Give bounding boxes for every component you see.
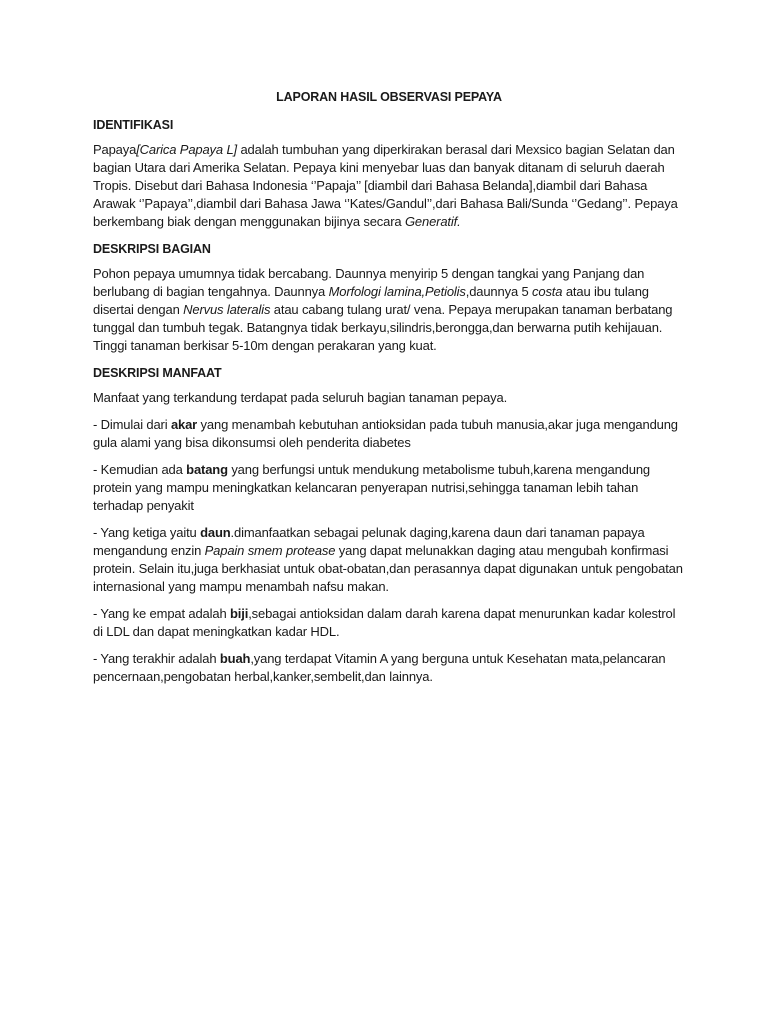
italic-term: [Carica Papaya L]: [136, 142, 237, 157]
section: [93, 240, 685, 355]
section: [93, 364, 685, 686]
text-run: - Yang ketiga yaitu: [93, 525, 201, 540]
bold-term: daun: [200, 525, 231, 540]
italic-term: Nervus lateralis: [183, 302, 271, 317]
text-run: yang dapat melunakkan daging atau mengubah konfirmasi protein. Selain itu,juga berkhasiat untuk obat-obatan,dan perasannya dapat digunakan untuk pengobatan internasional yang mampu menambah nafsu makan.: [93, 543, 683, 594]
text-run: .dimanfaatkan sebagai pelunak daging,karena daun dari tanaman papaya mengandung enzin: [93, 525, 645, 558]
section-heading: DESKRIPSI MANFAAT: [93, 366, 222, 380]
bold-term: batang: [186, 462, 228, 477]
paragraph: [93, 416, 685, 452]
text-run: - Yang ke empat adalah: [93, 606, 230, 621]
text-run: Manfaat yang terkandung terdapat pada seluruh bagian tanaman pepaya.: [93, 390, 508, 405]
paragraph: [93, 650, 685, 686]
text-run: Pohon pepaya umumnya tidak bercabang. Daunnya menyirip 5 dengan tangkai yang Panjang dan berlubang di bagian tengahnya. Daunnya: [93, 266, 645, 299]
text-run: Papaya: [93, 142, 137, 157]
text-run: atau ibu tulang disertai dengan: [93, 284, 649, 317]
text-run: yang berfungsi untuk mendukung metabolisme tubuh,karena mengandung protein yang mampu meningkatkan kelancaran penyerapan nutrisi,sehingga tanaman lebih tahan terhadap penyakit: [93, 462, 651, 513]
paragraph: [93, 524, 685, 596]
italic-term: Papain smem protease: [204, 543, 336, 558]
text-run: - Kemudian ada: [93, 462, 187, 477]
section-heading: DESKRIPSI BAGIAN: [93, 242, 211, 256]
document-body: [93, 88, 685, 695]
text-run: - Dimulai dari: [93, 417, 171, 432]
text-run: ,sebagai antioksidan dalam darah karena dapat menurunkan kadar kolestrol di LDL dan dapat meningkatkan kadar HDL.: [93, 606, 676, 639]
section: [93, 116, 685, 231]
paragraph: [93, 265, 685, 355]
section-heading: IDENTIFIKASI: [93, 118, 174, 132]
text-run: - Yang terakhir adalah: [93, 651, 220, 666]
italic-term: Morfologi lamina,Petiolis: [328, 284, 466, 299]
bold-term: buah: [219, 651, 251, 666]
paragraph: [93, 461, 685, 515]
bold-term: biji: [230, 606, 249, 621]
paragraph: [93, 389, 685, 407]
paragraph: [93, 605, 685, 641]
text-run: adalah tumbuhan yang diperkirakan berasal dari Mexsico bagian Selatan dan bagian Utara dari Amerika Selatan. Pepaya kini menyebar luas dan banyak ditanam di seluruh daerah Tropis. Disebut dari Bahasa Indonesia ‘’Papaja’’ [diambil dari Bahasa Belanda],diambil dari Bahasa Arawak ‘’Papaya’’,diambil dari Bahasa Jawa ‘’Kates/Gandul’’,dari Bahasa Bali/Sunda ‘’Gedang’’. Pepaya berkembang biak dengan menggunakan bijinya secara: [93, 142, 678, 229]
text-run: ,yang terdapat Vitamin A yang berguna untuk Kesehatan mata,pelancaran pencernaan,pengobatan herbal,kanker,sembelit,dan lainnya.: [93, 651, 666, 684]
bold-term: akar: [170, 417, 198, 432]
document-title: LAPORAN HASIL OBSERVASI PEPAYA: [276, 90, 502, 104]
text-run: atau cabang tulang urat/ vena. Pepaya merupakan tanaman berbatang tunggal dan tumbuh tegak. Batangnya tidak berkayu,silindris,berongga,dan berwarna putih kehijauan. Tinggi tanaman berkisar 5-10m dengan perakaran yang kuat.: [93, 302, 673, 353]
italic-term: Generatif.: [404, 214, 461, 229]
text-run: ,daunnya 5: [465, 284, 533, 299]
text-run: yang menambah kebutuhan antioksidan pada tubuh manusia,akar juga mengandung gula alami yang bisa dikonsumsi oleh penderita diabetes: [93, 417, 678, 450]
italic-term: costa: [532, 284, 563, 299]
document-sections: [93, 116, 685, 686]
paragraph: [93, 141, 685, 231]
